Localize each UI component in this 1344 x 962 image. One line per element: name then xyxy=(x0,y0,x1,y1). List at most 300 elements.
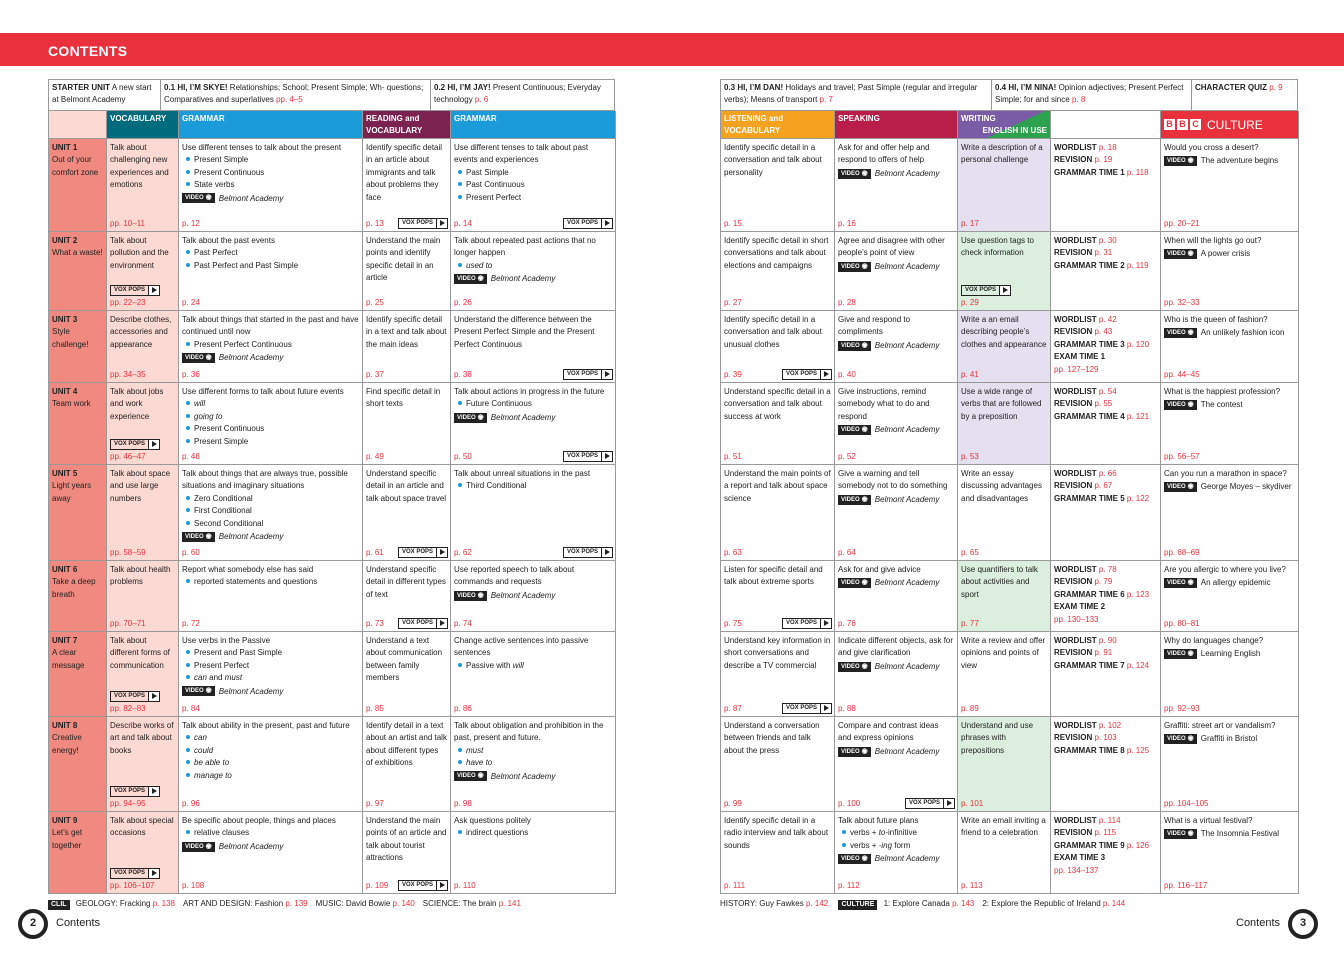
footer-left xyxy=(48,898,529,910)
page-ref: p. 99 xyxy=(724,798,742,808)
cell-text: Identify specific detail in a radio interview and talk about sounds xyxy=(724,816,829,850)
cell-text: Graffiti: street art or vandalism? xyxy=(1164,721,1276,730)
page-ref: p. 14 xyxy=(454,218,472,228)
starter-title: CHARACTER QUIZ xyxy=(1195,83,1267,92)
starter-title: STARTER UNIT xyxy=(52,83,111,92)
wordlist-label: WORDLIST xyxy=(1054,565,1099,574)
culture-page: p. 144 xyxy=(1102,899,1126,908)
play-icon xyxy=(436,619,447,628)
page-ref: p. 26 xyxy=(454,297,472,307)
video-badge[interactable]: VIDEO ◉ xyxy=(182,842,215,852)
bullet-item: State verbs xyxy=(182,179,359,191)
reading-cell xyxy=(363,139,451,232)
header-listening: LISTENING and VOCABULARY xyxy=(721,111,835,139)
starter-page: p. 8 xyxy=(1071,95,1086,104)
review-cell xyxy=(1051,383,1161,465)
culture-cell xyxy=(1161,561,1299,632)
vox-pops-badge[interactable] xyxy=(110,439,160,450)
cell-text: Talk about unreal situations in the past xyxy=(454,469,591,478)
video-row xyxy=(182,531,359,543)
video-badge[interactable]: VIDEO ◉ xyxy=(1164,400,1197,410)
vox-pops-badge[interactable] xyxy=(398,218,448,229)
video-row xyxy=(838,494,954,506)
bullet-list xyxy=(182,732,359,782)
video-badge[interactable]: VIDEO ◉ xyxy=(838,262,871,272)
grammar-time-page: p. 125 xyxy=(1126,745,1150,755)
cell-text: Understand a conversation between friends and talk about the press xyxy=(724,721,820,755)
cell-text: Understand the main points of a report and talk about space science xyxy=(724,469,831,503)
vox-pops-badge[interactable] xyxy=(905,798,955,809)
page-ref: p. 41 xyxy=(961,369,979,379)
revision-page: p. 67 xyxy=(1094,481,1113,491)
writing-cell xyxy=(958,465,1051,561)
video-title: Belmont Academy xyxy=(218,531,284,541)
grammar-2-cell xyxy=(451,561,616,632)
video-badge[interactable]: VIDEO ◉ xyxy=(838,169,871,179)
revision-label: REVISION xyxy=(1054,577,1095,587)
review-cell xyxy=(1051,561,1161,632)
page-ref: p. 29 xyxy=(961,297,979,307)
cell-text: Ask for and give advice xyxy=(838,565,921,574)
vox-pops-label: VOX POPS xyxy=(785,371,817,377)
video-row xyxy=(838,853,954,865)
cell-text: Talk about actions in progress in the future xyxy=(454,387,605,396)
starter-page: p. 6 xyxy=(474,95,489,104)
cell-text: Use verbs in the Passive xyxy=(182,636,271,645)
vox-pops-label: VOX POPS xyxy=(114,693,146,699)
culture-topic: 1: Explore Canada xyxy=(883,899,953,908)
culture-cell xyxy=(1161,812,1299,894)
page-ref: p. 36 xyxy=(182,369,200,379)
wordlist-page: p. 42 xyxy=(1098,315,1117,324)
writing-cell xyxy=(958,812,1051,894)
video-badge[interactable]: VIDEO ◉ xyxy=(1164,578,1197,588)
video-title: The contest xyxy=(1200,400,1243,410)
cell-text: Understand key information in short conversations and describe a TV commercial xyxy=(724,636,831,670)
video-badge[interactable]: VIDEO ◉ xyxy=(182,686,215,696)
page-ref: p. 96 xyxy=(182,798,200,808)
video-title: The Insomnia Festival xyxy=(1200,829,1280,839)
cell-text: Why do languages change? xyxy=(1164,636,1264,645)
grammar-2-cell xyxy=(451,717,616,812)
bullet-list xyxy=(454,260,612,272)
grammar-time-page: p. 118 xyxy=(1126,167,1149,177)
revision-page: p. 79 xyxy=(1094,577,1113,587)
video-title: Belmont Academy xyxy=(874,168,940,178)
listening-cell xyxy=(721,232,835,311)
vox-pops-badge[interactable] xyxy=(563,218,613,229)
grammar-2-cell xyxy=(451,232,616,311)
cell-text: What is a virtual festival? xyxy=(1164,816,1253,825)
review-cell xyxy=(1051,465,1161,561)
wordlist-label: WORDLIST xyxy=(1054,236,1099,245)
header-blank xyxy=(49,111,107,139)
revision-label: REVISION xyxy=(1054,399,1095,409)
cell-text: Use different tenses to talk about past events and experiences xyxy=(454,143,589,165)
vox-pops-badge[interactable] xyxy=(782,703,832,714)
speaking-cell xyxy=(835,465,958,561)
cell-text: Talk about ability in the present, past and future xyxy=(182,721,350,730)
page-ref: p. 108 xyxy=(182,880,205,890)
video-title: Belmont Academy xyxy=(490,771,556,781)
page-ref: p. 89 xyxy=(961,703,979,713)
revision-page: p. 91 xyxy=(1094,648,1113,658)
unit-title: Style challenge! xyxy=(52,327,89,349)
starter-page: p. 7 xyxy=(819,95,833,104)
grammar-time-line xyxy=(1054,840,1157,852)
video-title: Belmont Academy xyxy=(218,353,284,363)
video-row xyxy=(838,661,954,673)
wordlist-page: p. 66 xyxy=(1098,469,1117,478)
page-ref: pp. 44–45 xyxy=(1164,369,1200,379)
vocab-cell xyxy=(107,139,179,232)
page-ref: p. 24 xyxy=(182,297,200,307)
wordlist-page: p. 18 xyxy=(1098,143,1117,152)
header-speaking: SPEAKING xyxy=(835,111,958,139)
cell-text: Talk about challenging new experiences and emotions xyxy=(110,143,169,190)
speaking-cell xyxy=(835,812,958,894)
grammar-time-line xyxy=(1054,339,1157,351)
reading-cell xyxy=(363,311,451,383)
page-ref: p. 50 xyxy=(454,451,472,461)
contents-table-right xyxy=(720,110,1298,894)
unit-number: UNIT 3 xyxy=(52,315,78,324)
unit-label xyxy=(49,383,107,465)
wordlist-page: p. 90 xyxy=(1098,636,1117,645)
page-number-circle: 3 xyxy=(1288,909,1318,939)
video-badge[interactable]: VIDEO ◉ xyxy=(838,341,871,351)
vox-pops-label: VOX POPS xyxy=(785,620,817,626)
page-ref: p. 84 xyxy=(182,703,200,713)
page-ref: pp. 68–69 xyxy=(1164,547,1200,557)
culture-page: p. 143 xyxy=(952,899,975,908)
starter-text: Holidays and travel; Past Simple (regular and irregular verbs); Means of transport xyxy=(724,83,978,104)
page-ref: p. 62 xyxy=(454,547,472,557)
writing-cell xyxy=(958,232,1051,311)
bbc-letter: B xyxy=(1177,119,1188,130)
vox-pops-badge[interactable] xyxy=(563,369,613,380)
bullet-item: Third Conditional xyxy=(454,480,612,492)
bullet-list xyxy=(454,745,612,770)
listening-cell xyxy=(721,561,835,632)
bullet-item: Present Simple xyxy=(182,436,359,448)
wordlist-page: p. 54 xyxy=(1098,387,1117,396)
revision-page: p. 31 xyxy=(1094,248,1113,258)
video-badge[interactable]: VIDEO ◉ xyxy=(1164,734,1197,744)
cell-text: Use reported speech to talk about commands and requests xyxy=(454,565,575,587)
video-badge[interactable]: VIDEO ◉ xyxy=(1164,156,1197,166)
video-row xyxy=(1164,577,1295,589)
grammar-time-line xyxy=(1054,411,1157,423)
starter-page: p. 9 xyxy=(1269,83,1283,92)
listening-cell xyxy=(721,812,835,894)
bullet-item: Second Conditional xyxy=(182,518,359,530)
cell-text: Understand specific detail in different types of text xyxy=(366,565,446,599)
video-row xyxy=(182,841,359,853)
vox-pops-badge[interactable] xyxy=(110,868,160,879)
listening-cell xyxy=(721,717,835,812)
speaking-cell xyxy=(835,561,958,632)
grammar-time-line xyxy=(1054,260,1157,272)
video-badge[interactable]: VIDEO ◉ xyxy=(454,591,487,601)
page-ref: p. 53 xyxy=(961,451,979,461)
video-row xyxy=(838,424,954,436)
cell-text: Give a warning and tell somebody not to do something xyxy=(838,469,948,491)
vox-pops-badge[interactable] xyxy=(398,547,448,558)
page-ref: pp. 46–47 xyxy=(110,451,146,461)
play-icon xyxy=(601,548,612,557)
cell-text: Identify specific detail in short conversations and talk about elections and campaigns xyxy=(724,236,829,270)
bullet-item: First Conditional xyxy=(182,505,359,517)
cell-text: Would you cross a desert? xyxy=(1164,143,1259,152)
grammar-2-cell xyxy=(451,139,616,232)
cell-text: Write a an email describing people’s clothes and appearance xyxy=(961,315,1047,349)
revision-line xyxy=(1054,647,1157,659)
cell-text: Write an email inviting a friend to a celebration xyxy=(961,816,1046,838)
cell-text: Be specific about people, things and places xyxy=(182,816,336,825)
grammar-time-line xyxy=(1054,745,1157,757)
cell-text: Change active sentences into passive sentences xyxy=(454,636,589,658)
cell-text: Compare and contrast ideas and express opinions xyxy=(838,721,939,743)
unit-title: What a waste! xyxy=(52,248,103,258)
revision-line xyxy=(1054,576,1157,588)
video-badge[interactable]: VIDEO ◉ xyxy=(454,771,487,781)
vocab-cell xyxy=(107,311,179,383)
bbc-letter: C xyxy=(1190,119,1201,130)
starter-title: 0.4 HI, I’M NINA! xyxy=(995,83,1057,92)
bullet-item: Present and Past Simple xyxy=(182,647,359,659)
culture-cell xyxy=(1161,139,1299,232)
video-badge[interactable]: VIDEO ◉ xyxy=(1164,649,1197,659)
bullet-item: reported statements and questions xyxy=(182,576,359,588)
vox-pops-badge[interactable] xyxy=(961,285,1011,296)
clil-page: p. 138 xyxy=(152,899,175,908)
exam-time-label: EXAM TIME 1 xyxy=(1054,352,1106,362)
video-title: Belmont Academy xyxy=(490,590,556,600)
video-badge[interactable]: VIDEO ◉ xyxy=(454,413,487,423)
starter-02 xyxy=(431,80,614,110)
bullet-item: verbs + to-infinitive xyxy=(838,827,954,839)
cell-text: Indicate different objects, ask for and give clarification xyxy=(838,636,954,658)
video-row xyxy=(838,340,954,352)
vox-pops-badge[interactable] xyxy=(398,880,448,891)
bullet-list xyxy=(454,167,612,204)
culture-cell xyxy=(1161,717,1299,812)
vox-pops-badge[interactable] xyxy=(398,618,448,629)
cell-text: Ask for and offer help and respond to offers of help xyxy=(838,143,930,165)
video-row xyxy=(182,352,359,364)
grammar-cell xyxy=(179,383,363,465)
page-number-right xyxy=(1236,909,1318,939)
vox-pops-badge[interactable] xyxy=(563,451,613,462)
video-title: An allergy epidemic xyxy=(1200,578,1271,588)
grammar-time-label: GRAMMAR TIME 5 xyxy=(1054,493,1127,503)
grammar-cell xyxy=(179,561,363,632)
listening-cell xyxy=(721,139,835,232)
video-title: An unlikely fashion icon xyxy=(1200,328,1285,338)
reading-cell xyxy=(363,561,451,632)
play-icon xyxy=(148,440,159,449)
vox-pops-label: VOX POPS xyxy=(401,549,433,555)
vox-pops-badge[interactable] xyxy=(563,547,613,558)
bbc-letter: B xyxy=(1164,119,1175,130)
video-badge[interactable]: VIDEO ◉ xyxy=(838,578,871,588)
bullet-item: Present Perfect Continuous xyxy=(182,339,359,351)
page-ref: pp. 34–35 xyxy=(110,369,146,379)
video-title: Belmont Academy xyxy=(874,425,940,435)
video-row xyxy=(1164,399,1295,411)
grammar-time-label: GRAMMAR TIME 8 xyxy=(1054,745,1127,755)
page-ref: pp. 56–57 xyxy=(1164,451,1200,461)
page-ref: p. 86 xyxy=(454,703,472,713)
cell-text: Talk about jobs and work experience xyxy=(110,387,164,421)
page-ref: p. 27 xyxy=(724,297,742,307)
unit-label xyxy=(49,561,107,632)
video-badge[interactable]: VIDEO ◉ xyxy=(454,274,487,284)
cell-text: Use question tags to check information xyxy=(961,236,1034,258)
grammar-time-line xyxy=(1054,493,1157,505)
writing-label: WRITING xyxy=(961,114,996,123)
clil-topic: GEOLOGY: Fracking xyxy=(75,899,153,908)
listening-cell xyxy=(721,311,835,383)
vox-pops-badge[interactable] xyxy=(110,786,160,797)
play-icon xyxy=(436,881,447,890)
revision-line xyxy=(1054,398,1157,410)
video-row xyxy=(838,168,954,180)
revision-line xyxy=(1054,326,1157,338)
video-badge[interactable]: VIDEO ◉ xyxy=(1164,829,1197,839)
vocab-cell xyxy=(107,465,179,561)
video-badge[interactable]: VIDEO ◉ xyxy=(182,353,215,363)
video-badge[interactable]: VIDEO ◉ xyxy=(1164,482,1197,492)
video-badge[interactable]: VIDEO ◉ xyxy=(1164,328,1197,338)
clil-topic: MUSIC: David Bowie xyxy=(315,899,393,908)
vox-pops-label: VOX POPS xyxy=(114,788,146,794)
page-ref: p. 25 xyxy=(366,297,384,307)
footer-history-page: p. 142 xyxy=(805,899,829,908)
bullet-item: going to xyxy=(182,411,359,423)
bullet-item: Present Perfect xyxy=(182,660,359,672)
video-badge[interactable]: VIDEO ◉ xyxy=(182,532,215,542)
starter-01 xyxy=(161,80,431,110)
video-title: Belmont Academy xyxy=(874,261,940,271)
cell-text: Write an essay discussing advantages and disadvantages xyxy=(961,469,1042,503)
video-badge[interactable]: VIDEO ◉ xyxy=(838,854,871,864)
video-badge[interactable]: VIDEO ◉ xyxy=(838,495,871,505)
cell-text: Talk about obligation and prohibition in the past, present and future. xyxy=(454,721,604,743)
revision-line xyxy=(1054,247,1157,259)
video-badge[interactable]: VIDEO ◉ xyxy=(1164,249,1197,259)
review-cell xyxy=(1051,812,1161,894)
speaking-cell xyxy=(835,139,958,232)
unit-title: Light years away xyxy=(52,481,92,503)
page-ref: p. 60 xyxy=(182,547,200,557)
listening-cell xyxy=(721,465,835,561)
video-badge[interactable]: VIDEO ◉ xyxy=(838,662,871,672)
video-title: George Moyes – skydiver xyxy=(1200,482,1292,492)
wordlist-label: WORDLIST xyxy=(1054,816,1099,825)
bullet-list xyxy=(182,339,359,351)
video-badge[interactable]: VIDEO ◉ xyxy=(838,747,871,757)
play-icon xyxy=(148,869,159,878)
cell-text: Use different tenses to talk about the present xyxy=(182,143,342,152)
cell-text: Agree and disagree with other people’s point of view xyxy=(838,236,945,258)
video-row xyxy=(1164,648,1295,660)
page-ref: p. 37 xyxy=(366,369,384,379)
revision-page: p. 55 xyxy=(1094,399,1113,409)
bullet-item: Past Perfect and Past Simple xyxy=(182,260,359,272)
cell-text: Describe works of art and talk about books xyxy=(110,721,174,755)
vox-pops-badge[interactable] xyxy=(110,691,160,702)
revision-label: REVISION xyxy=(1054,733,1095,743)
unit-title: Team work xyxy=(52,399,91,409)
cell-text: Talk about repeated past actions that no longer happen xyxy=(454,236,596,258)
page-ref: pp. 80–81 xyxy=(1164,618,1200,628)
writing-cell xyxy=(958,561,1051,632)
page-ref: p. 87 xyxy=(724,703,742,713)
vox-pops-label: VOX POPS xyxy=(114,870,146,876)
header-vocabulary: VOCABULARY xyxy=(107,111,179,139)
grammar-time-label: GRAMMAR TIME 9 xyxy=(1054,840,1127,850)
page-ref: p. 98 xyxy=(454,798,472,808)
cell-text: Talk about things that started in the past and have continued until now xyxy=(182,315,359,337)
bullet-list xyxy=(182,247,359,272)
header-writing xyxy=(958,111,1051,139)
revision-page: p. 43 xyxy=(1094,327,1113,337)
cell-text: Can you run a marathon in space? xyxy=(1164,469,1287,478)
vox-pops-label: VOX POPS xyxy=(566,220,598,226)
cell-text: Understand the main points and identify specific detail in an article xyxy=(366,236,441,283)
play-icon xyxy=(436,548,447,557)
video-row xyxy=(454,273,612,285)
unit-label xyxy=(49,139,107,232)
cell-text: Talk about special occasions xyxy=(110,816,174,838)
video-badge[interactable]: VIDEO ◉ xyxy=(838,425,871,435)
listening-cell xyxy=(721,383,835,465)
contents-banner xyxy=(0,33,1344,66)
wordlist-line xyxy=(1054,386,1157,398)
vox-pops-badge[interactable] xyxy=(782,369,832,380)
wordlist-label: WORDLIST xyxy=(1054,469,1099,478)
grammar-2-cell xyxy=(451,465,616,561)
video-title: A power crisis xyxy=(1200,249,1251,259)
culture-cell xyxy=(1161,383,1299,465)
vox-pops-badge[interactable] xyxy=(782,618,832,629)
footer-right xyxy=(720,898,1133,910)
bullet-item: used to xyxy=(454,260,612,272)
page-ref: pp. 58–59 xyxy=(110,547,146,557)
cell-text: Identify detail in a text about an artist and talk about different types of exhibitions xyxy=(366,721,447,768)
cell-text: Talk about health problems xyxy=(110,565,171,587)
unit-label xyxy=(49,717,107,812)
video-badge[interactable]: VIDEO ◉ xyxy=(182,193,215,203)
revision-label: REVISION xyxy=(1054,155,1095,165)
vox-pops-badge[interactable] xyxy=(110,285,160,296)
starter-row-right xyxy=(720,79,1298,110)
cell-text: Use different forms to talk about future events xyxy=(182,387,344,396)
reading-cell xyxy=(363,632,451,717)
cell-text: Use a wide range of verbs that are followed by a preposition xyxy=(961,387,1042,421)
page-ref: p. 74 xyxy=(454,618,472,628)
vox-pops-label: VOX POPS xyxy=(401,620,433,626)
video-title: Belmont Academy xyxy=(218,686,284,696)
revision-label: REVISION xyxy=(1054,648,1095,658)
cell-text: Understand a text about communication between family members xyxy=(366,636,443,683)
cell-text: Talk about pollution and the environment xyxy=(110,236,169,270)
cell-text: Talk about the past events xyxy=(182,236,275,245)
culture-label: CULTURE xyxy=(1207,117,1263,132)
bullet-item: could xyxy=(182,745,359,757)
